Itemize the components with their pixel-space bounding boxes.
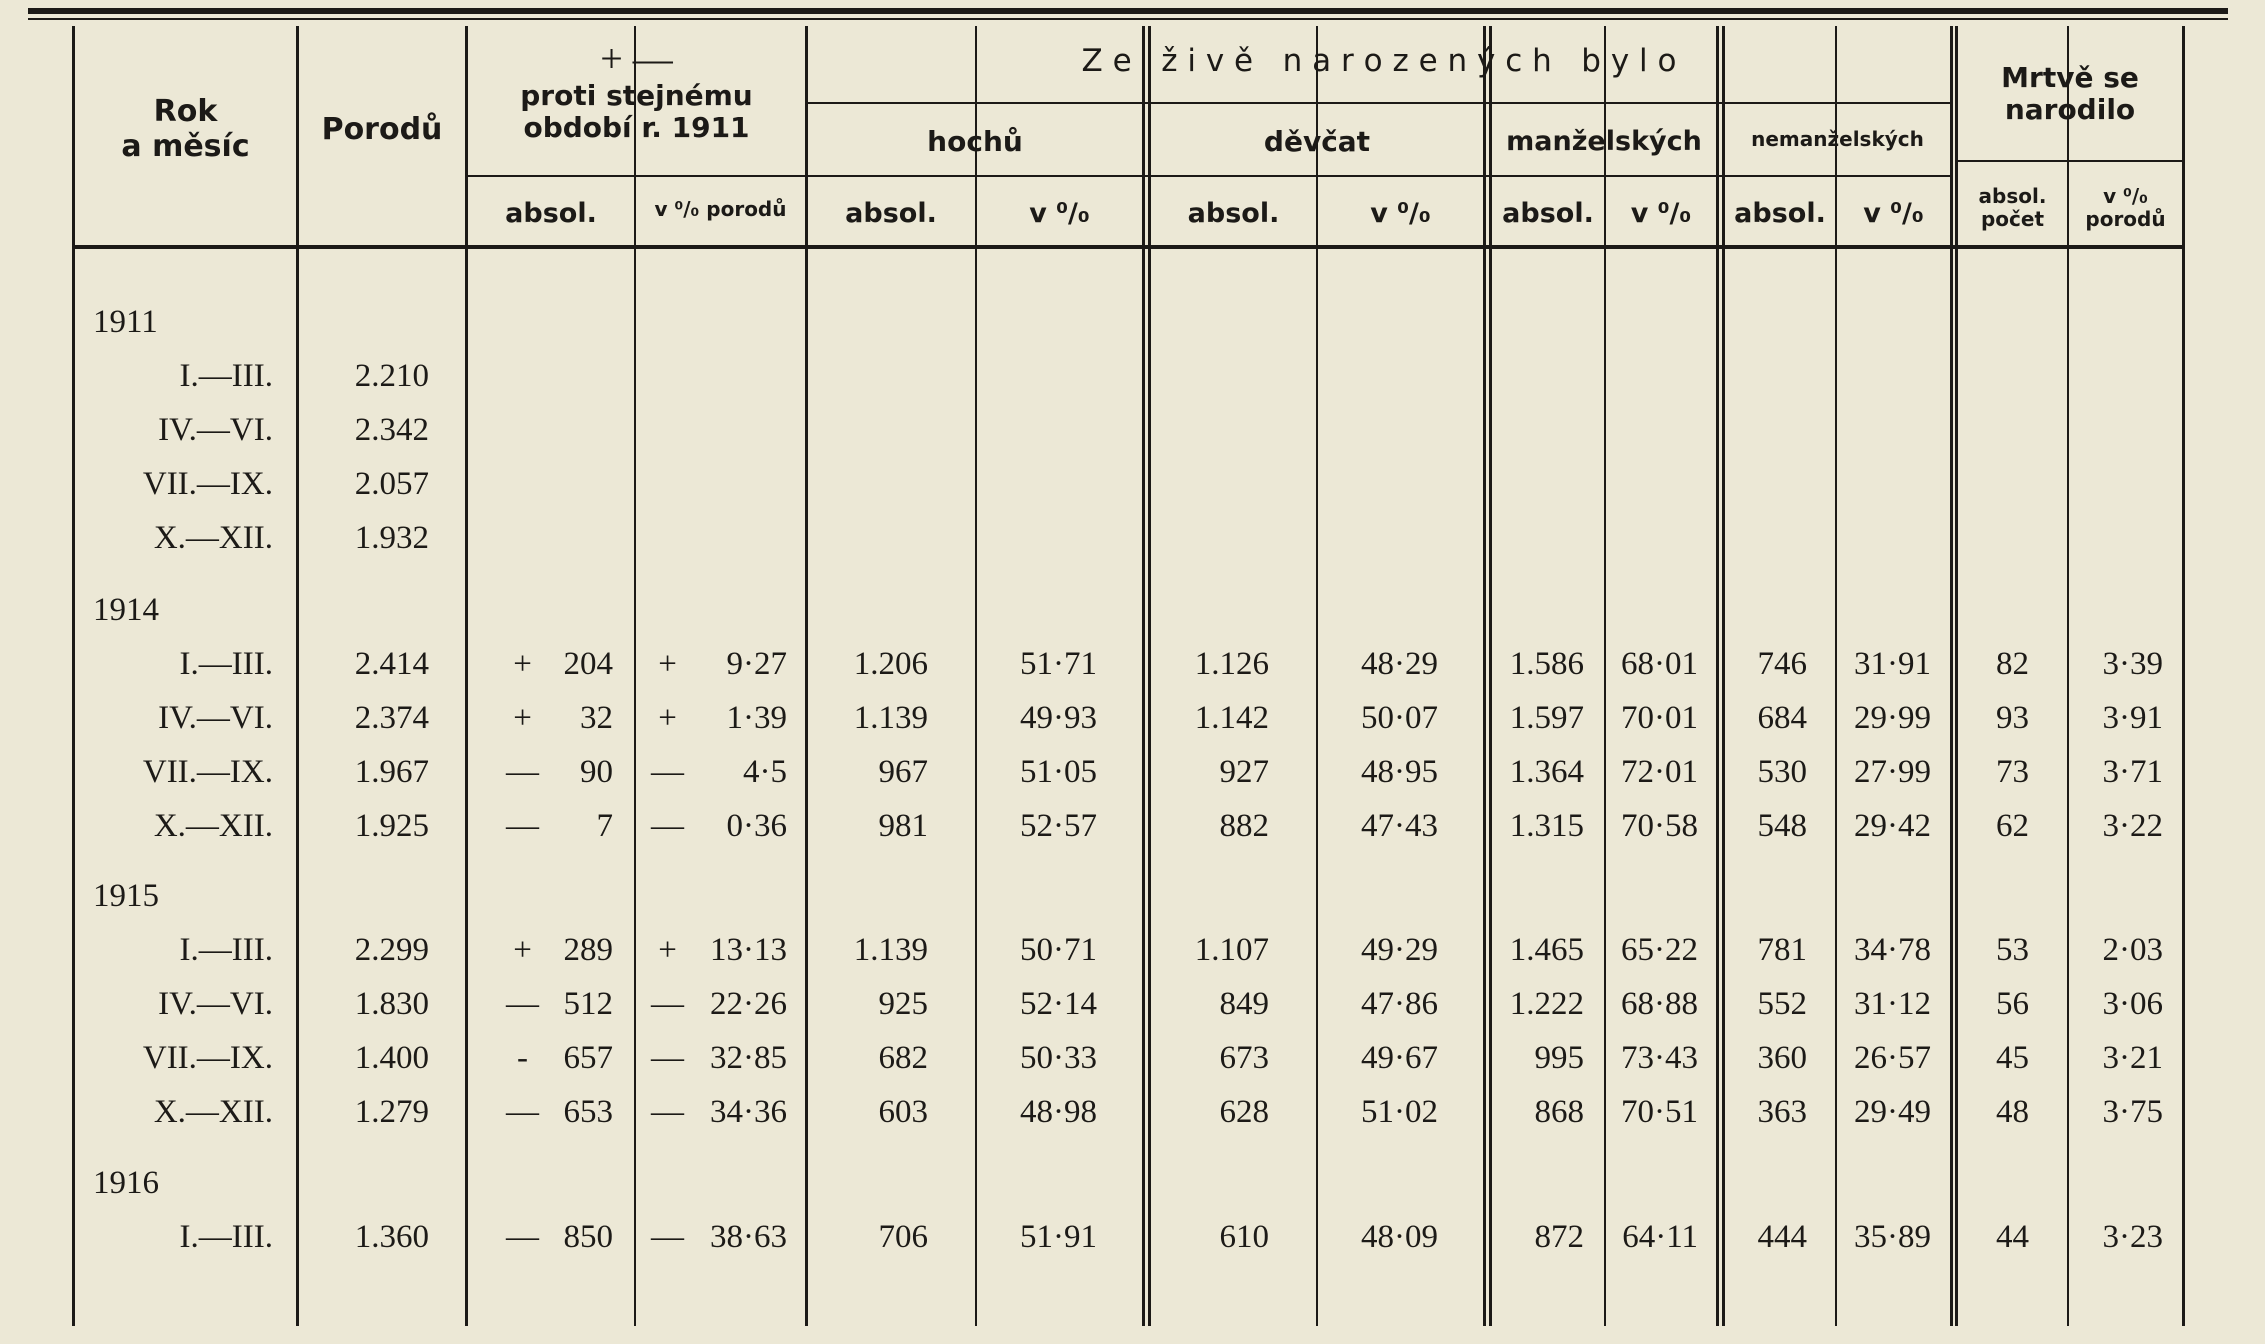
cell-diff-absol: 657 bbox=[563, 1040, 613, 1076]
cell-nemanzel-pct: 35·89 bbox=[1854, 1219, 1931, 1255]
cell-hochu-absol: 603 bbox=[878, 1094, 928, 1130]
cell-nemanzel-pct: 29·42 bbox=[1854, 808, 1931, 844]
cell-diff-absol: 653 bbox=[563, 1094, 613, 1130]
cell-period: IV.—VI. bbox=[158, 700, 273, 736]
cell-diff-sign: + bbox=[513, 700, 532, 736]
cell-manzel-absol: 995 bbox=[1534, 1040, 1584, 1076]
cell-mrtve-absol: 73 bbox=[1996, 754, 2029, 790]
header-bottom-rule bbox=[72, 245, 2182, 249]
cell-hochu-absol: 981 bbox=[878, 808, 928, 844]
cell-manzel-pct: 70·51 bbox=[1621, 1094, 1698, 1130]
cell-devcat-pct: 51·02 bbox=[1361, 1094, 1438, 1130]
cell-hochu-absol: 706 bbox=[878, 1219, 928, 1255]
year-heading: 1915 bbox=[93, 878, 159, 914]
cell-manzel-absol: 1.315 bbox=[1509, 808, 1584, 844]
cell-devcat-absol: 610 bbox=[1219, 1219, 1269, 1255]
cell-mrtve-absol: 56 bbox=[1996, 986, 2029, 1022]
cell-devcat-absol: 673 bbox=[1219, 1040, 1269, 1076]
cell-porodu: 2.342 bbox=[354, 412, 429, 448]
cell-diff-sign: + bbox=[513, 932, 532, 968]
cell-mrtve-absol: 82 bbox=[1996, 646, 2029, 682]
cell-porodu: 2.210 bbox=[354, 358, 429, 394]
cell-manzel-absol: 1.222 bbox=[1509, 986, 1584, 1022]
header-manzelskych: manželských bbox=[1506, 126, 1702, 157]
cell-porodu: 1.967 bbox=[354, 754, 429, 790]
cell-mrtve-absol: 53 bbox=[1996, 932, 2029, 968]
header-devcat: děvčat bbox=[1263, 125, 1371, 158]
cell-period: I.—III. bbox=[179, 1219, 273, 1255]
cell-nemanzel-absol: 363 bbox=[1757, 1094, 1807, 1130]
cell-nemanzel-absol: 548 bbox=[1757, 808, 1807, 844]
cell-manzel-pct: 65·22 bbox=[1621, 932, 1698, 968]
cell-devcat-absol: 628 bbox=[1219, 1094, 1269, 1130]
cell-pct-sign: + bbox=[658, 932, 677, 968]
cell-porodu: 1.279 bbox=[354, 1094, 429, 1130]
cell-hochu-pct: 49·93 bbox=[1020, 700, 1097, 736]
cell-period: I.—III. bbox=[179, 646, 273, 682]
cell-mrtve-pct: 2·03 bbox=[2102, 932, 2163, 968]
cell-hochu-pct: 51·91 bbox=[1020, 1219, 1097, 1255]
column-divider bbox=[1950, 26, 1953, 1326]
cell-diff-pct: 22·26 bbox=[710, 986, 787, 1022]
cell-mrtve-pct: 3·39 bbox=[2102, 646, 2163, 682]
cell-mrtve-pct: 3·71 bbox=[2102, 754, 2163, 790]
header-v-pct-porodu: v ⁰/₀ porodů bbox=[654, 197, 787, 221]
cell-diff-absol: 7 bbox=[596, 808, 613, 844]
cell-period: I.—III. bbox=[179, 358, 273, 394]
year-heading: 1916 bbox=[93, 1165, 159, 1201]
header-v-pct: v ⁰/₀ bbox=[1863, 198, 1924, 229]
cell-diff-pct: 32·85 bbox=[710, 1040, 787, 1076]
cell-mrtve-absol: 44 bbox=[1996, 1219, 2029, 1255]
cell-mrtve-pct: 3·21 bbox=[2102, 1040, 2163, 1076]
cell-mrtve-absol: 62 bbox=[1996, 808, 2029, 844]
cell-mrtve-pct: 3·06 bbox=[2102, 986, 2163, 1022]
cell-diff-absol: 32 bbox=[580, 700, 613, 736]
cell-pct-sign: — bbox=[651, 1094, 684, 1130]
cell-devcat-pct: 49·29 bbox=[1361, 932, 1438, 968]
cell-devcat-pct: 49·67 bbox=[1361, 1040, 1438, 1076]
cell-manzel-absol: 868 bbox=[1534, 1094, 1584, 1130]
cell-period: VII.—IX. bbox=[142, 1040, 273, 1076]
cell-nemanzel-absol: 684 bbox=[1757, 700, 1807, 736]
header-porodu: Porodů bbox=[321, 112, 443, 147]
cell-porodu: 2.374 bbox=[354, 700, 429, 736]
cell-hochu-pct: 52·14 bbox=[1020, 986, 1097, 1022]
column-divider bbox=[1716, 26, 1719, 1326]
column-divider bbox=[1483, 26, 1486, 1326]
header-hochu: hochů bbox=[927, 125, 1023, 158]
cell-diff-absol: 90 bbox=[580, 754, 613, 790]
cell-diff-pct: 4·5 bbox=[743, 754, 787, 790]
cell-mrtve-absol: 93 bbox=[1996, 700, 2029, 736]
cell-nemanzel-pct: 31·91 bbox=[1854, 646, 1931, 682]
cell-nemanzel-absol: 552 bbox=[1757, 986, 1807, 1022]
cell-devcat-absol: 927 bbox=[1219, 754, 1269, 790]
year-heading: 1911 bbox=[93, 304, 158, 340]
cell-mrtve-pct: 3·75 bbox=[2102, 1094, 2163, 1130]
cell-porodu: 1.360 bbox=[354, 1219, 429, 1255]
cell-pct-sign: + bbox=[658, 646, 677, 682]
cell-porodu: 2.414 bbox=[354, 646, 429, 682]
header-rule bbox=[468, 175, 805, 177]
cell-hochu-absol: 967 bbox=[878, 754, 928, 790]
cell-nemanzel-absol: 746 bbox=[1757, 646, 1807, 682]
cell-diff-sign: — bbox=[506, 1094, 539, 1130]
cell-mrtve-pct: 3·91 bbox=[2102, 700, 2163, 736]
cell-period: IV.—VI. bbox=[158, 986, 273, 1022]
year-heading: 1914 bbox=[93, 592, 159, 628]
header-v-pct: v ⁰/₀ bbox=[1029, 198, 1090, 229]
cell-hochu-pct: 51·71 bbox=[1020, 646, 1097, 682]
top-rule bbox=[28, 8, 2228, 14]
cell-hochu-pct: 51·05 bbox=[1020, 754, 1097, 790]
cell-manzel-pct: 73·43 bbox=[1621, 1040, 1698, 1076]
cell-nemanzel-absol: 530 bbox=[1757, 754, 1807, 790]
cell-diff-pct: 38·63 bbox=[710, 1219, 787, 1255]
header-rule bbox=[808, 102, 1950, 104]
cell-period: VII.—IX. bbox=[142, 754, 273, 790]
header-v-pct: v ⁰/₀ bbox=[1370, 198, 1431, 229]
cell-nemanzel-absol: 360 bbox=[1757, 1040, 1807, 1076]
header-v-pct-porodu: v ⁰/₀ porodů bbox=[2085, 184, 2166, 231]
cell-devcat-absol: 1.107 bbox=[1194, 932, 1269, 968]
cell-period: VII.—IX. bbox=[142, 466, 273, 502]
cell-diff-pct: 13·13 bbox=[710, 932, 787, 968]
top-rule-thin bbox=[28, 18, 2228, 20]
cell-nemanzel-absol: 781 bbox=[1757, 932, 1807, 968]
cell-manzel-pct: 72·01 bbox=[1621, 754, 1698, 790]
cell-mrtve-absol: 48 bbox=[1996, 1094, 2029, 1130]
cell-porodu: 2.299 bbox=[354, 932, 429, 968]
cell-period: IV.—VI. bbox=[158, 412, 273, 448]
header-absol: absol. bbox=[845, 198, 937, 229]
cell-nemanzel-pct: 34·78 bbox=[1854, 932, 1931, 968]
column-divider bbox=[634, 26, 636, 1326]
header-mrtve: Mrtvě se narodilo bbox=[2001, 61, 2139, 127]
cell-diff-sign: — bbox=[506, 986, 539, 1022]
cell-devcat-absol: 1.142 bbox=[1194, 700, 1269, 736]
cell-pct-sign: — bbox=[651, 1219, 684, 1255]
header-absol: absol. bbox=[1734, 198, 1826, 229]
cell-hochu-pct: 50·33 bbox=[1020, 1040, 1097, 1076]
header-absol: absol. bbox=[1187, 198, 1280, 229]
cell-diff-pct: 9·27 bbox=[726, 646, 787, 682]
header-absol: absol. bbox=[1502, 198, 1594, 229]
cell-nemanzel-pct: 27·99 bbox=[1854, 754, 1931, 790]
cell-diff-absol: 850 bbox=[563, 1219, 613, 1255]
cell-diff-absol: 512 bbox=[563, 986, 613, 1022]
header-zive-narozenych: Z e ž i v ě n a r o z e n ý c h b y l o bbox=[1081, 43, 1677, 79]
cell-nemanzel-pct: 26·57 bbox=[1854, 1040, 1931, 1076]
cell-devcat-pct: 47·86 bbox=[1361, 986, 1438, 1022]
cell-hochu-pct: 48·98 bbox=[1020, 1094, 1097, 1130]
header-rule bbox=[1958, 160, 2182, 162]
cell-nemanzel-pct: 31·12 bbox=[1854, 986, 1931, 1022]
cell-pct-sign: — bbox=[651, 808, 684, 844]
cell-diff-sign: + bbox=[513, 646, 532, 682]
cell-nemanzel-absol: 444 bbox=[1757, 1219, 1807, 1255]
cell-diff-sign: — bbox=[506, 808, 539, 844]
header-rok: Rok a měsíc bbox=[121, 94, 250, 164]
cell-devcat-pct: 50·07 bbox=[1361, 700, 1438, 736]
cell-period: X.—XII. bbox=[153, 520, 273, 556]
cell-diff-absol: 289 bbox=[563, 932, 613, 968]
cell-manzel-pct: 68·88 bbox=[1621, 986, 1698, 1022]
cell-porodu: 2.057 bbox=[354, 466, 429, 502]
cell-mrtve-pct: 3·23 bbox=[2102, 1219, 2163, 1255]
cell-mrtve-absol: 45 bbox=[1996, 1040, 2029, 1076]
cell-manzel-absol: 1.465 bbox=[1509, 932, 1584, 968]
header-plus-minus: + — bbox=[600, 36, 673, 81]
cell-porodu: 1.932 bbox=[354, 520, 429, 556]
cell-hochu-absol: 1.139 bbox=[853, 700, 928, 736]
header-absol: absol. bbox=[505, 198, 597, 229]
cell-devcat-absol: 882 bbox=[1219, 808, 1269, 844]
cell-devcat-pct: 47·43 bbox=[1361, 808, 1438, 844]
column-divider bbox=[2182, 26, 2185, 1326]
cell-manzel-absol: 872 bbox=[1534, 1219, 1584, 1255]
header-nemanzelskych: nemanželských bbox=[1751, 127, 1924, 151]
cell-pct-sign: — bbox=[651, 754, 684, 790]
cell-pct-sign: + bbox=[658, 700, 677, 736]
cell-diff-sign: — bbox=[506, 1219, 539, 1255]
header-rule bbox=[808, 175, 1950, 177]
cell-pct-sign: — bbox=[651, 1040, 684, 1076]
header-v-pct: v ⁰/₀ bbox=[1630, 198, 1692, 229]
cell-mrtve-pct: 3·22 bbox=[2102, 808, 2163, 844]
cell-diff-absol: 204 bbox=[563, 646, 613, 682]
cell-hochu-absol: 682 bbox=[878, 1040, 928, 1076]
header-absol-pocet: absol. počet bbox=[1978, 184, 2047, 231]
cell-diff-sign: — bbox=[506, 754, 539, 790]
column-divider bbox=[1142, 26, 1145, 1326]
header-proti: proti stejnému období r. 1911 bbox=[520, 79, 753, 145]
cell-period: X.—XII. bbox=[153, 1094, 273, 1130]
cell-hochu-pct: 50·71 bbox=[1020, 932, 1097, 968]
cell-period: I.—III. bbox=[179, 932, 273, 968]
cell-manzel-pct: 68·01 bbox=[1621, 646, 1698, 682]
cell-nemanzel-pct: 29·49 bbox=[1854, 1094, 1931, 1130]
cell-porodu: 1.830 bbox=[354, 986, 429, 1022]
cell-manzel-pct: 64·11 bbox=[1622, 1219, 1698, 1255]
cell-devcat-pct: 48·95 bbox=[1361, 754, 1438, 790]
cell-hochu-absol: 1.206 bbox=[853, 646, 928, 682]
cell-manzel-pct: 70·58 bbox=[1621, 808, 1698, 844]
cell-hochu-absol: 1.139 bbox=[853, 932, 928, 968]
cell-diff-pct: 1·39 bbox=[726, 700, 787, 736]
cell-diff-sign: - bbox=[517, 1040, 528, 1076]
cell-devcat-absol: 1.126 bbox=[1194, 646, 1269, 682]
cell-pct-sign: — bbox=[651, 986, 684, 1022]
cell-devcat-pct: 48·09 bbox=[1361, 1219, 1438, 1255]
cell-manzel-absol: 1.364 bbox=[1509, 754, 1584, 790]
cell-manzel-absol: 1.597 bbox=[1509, 700, 1584, 736]
cell-period: X.—XII. bbox=[153, 808, 273, 844]
cell-porodu: 1.925 bbox=[354, 808, 429, 844]
cell-diff-pct: 34·36 bbox=[710, 1094, 787, 1130]
cell-devcat-absol: 849 bbox=[1219, 986, 1269, 1022]
cell-nemanzel-pct: 29·99 bbox=[1854, 700, 1931, 736]
cell-porodu: 1.400 bbox=[354, 1040, 429, 1076]
cell-hochu-absol: 925 bbox=[878, 986, 928, 1022]
cell-devcat-pct: 48·29 bbox=[1361, 646, 1438, 682]
cell-manzel-absol: 1.586 bbox=[1509, 646, 1584, 682]
cell-hochu-pct: 52·57 bbox=[1020, 808, 1097, 844]
cell-manzel-pct: 70·01 bbox=[1621, 700, 1698, 736]
cell-diff-pct: 0·36 bbox=[726, 808, 787, 844]
